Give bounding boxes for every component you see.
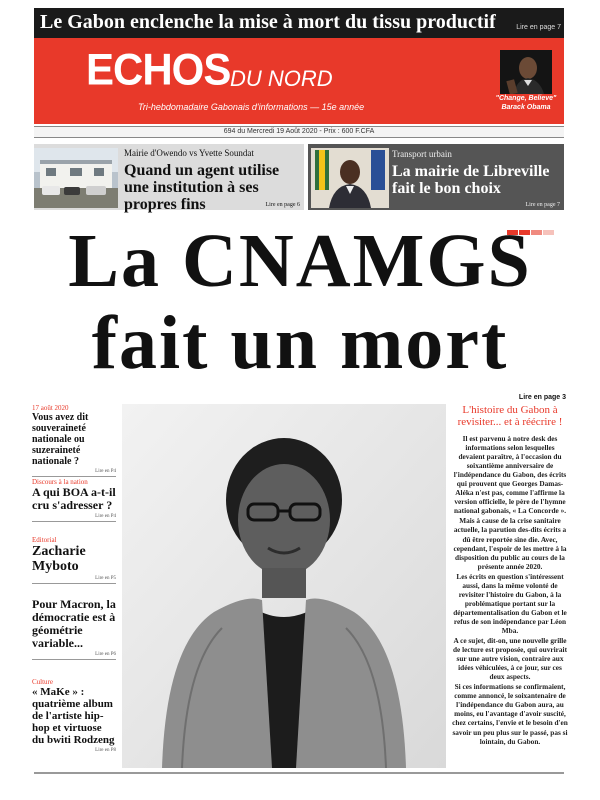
teaser-transport[interactable]: [308, 144, 564, 210]
teaser-title[interactable]: La mairie de Libreville fait le bon choix: [392, 163, 550, 197]
brief-page-ref: Lire en P8: [95, 748, 116, 753]
top-banner-page-ref: Lire en page 7: [516, 24, 561, 31]
teaser-photo-building: [34, 148, 118, 208]
article-paragraph: Si ces informations se confirmaient, comme annoncé, le soixantenaire de l'indépendance du Gabon aura, au moins, eu l'avantage d'avoir suscité, chez certains, l'envie et le besoin d'en savoir un peu plus sur le passé, pas si lointain, du Gabon.: [452, 682, 568, 746]
brief-title[interactable]: « MaKe » : quatrième album de l'artiste hip-hop et virtuose du bwiti Rodzeng: [32, 686, 115, 746]
masthead: [34, 38, 564, 124]
brief-title[interactable]: Pour Macron, la démocratie est à géométrie variable...: [32, 597, 116, 650]
quote-author: Barack Obama: [501, 104, 551, 111]
article-paragraph: Il est parvenu à notre desk des informations selon lesquelles devaient paraître, à l'occasion du soixantième anniversaire de l'indépendance du Gabon, des écrits qui prouvent que Georges Damas-Aléka n'est pas, comme l'affirme la version officielle, le père de l'hymne national gabonais, « La Concorde ».: [453, 434, 567, 516]
brief-page-ref: Lire en P5: [95, 576, 116, 581]
brief-kicker: 17 août 2020: [32, 404, 69, 412]
main-photo: [122, 404, 446, 768]
brief-page-ref: Lire en P4: [95, 469, 116, 474]
brief-macron[interactable]: [32, 598, 116, 660]
teaser-page-ref: Lire en page 7: [525, 202, 560, 208]
brief-kicker: Discours à la nation: [32, 478, 88, 486]
brief-kicker: Culture: [32, 678, 53, 686]
teaser-owendo[interactable]: [34, 144, 304, 213]
logo-echos: ECHOS: [86, 44, 231, 95]
teaser-title[interactable]: Quand un agent utilise une institution à ses propres fins: [124, 162, 280, 213]
brief-title[interactable]: Vous avez dit souveraineté nationale ou suzeraineté nationale ?: [32, 412, 89, 467]
article-paragraph: A ce sujet, dit-on, une nouvelle grille de lecture est proposée, qui ouvrirait sur une autre vision, contraire aux idées véhiculées, à ce jour, sur ces deux aspects.: [452, 636, 568, 682]
teaser-page-ref: Lire en page 6: [265, 202, 300, 208]
article-paragraph: Les écrits en question s'intéressent aussi, dans la même volonté de revisiter l'histoire du Gabon, à la problématique portant sur la départementalisation du Gabon et le refus de son indépendance par Léon Mba.: [453, 571, 567, 635]
obama-portrait: [500, 50, 552, 94]
brief-editorial[interactable]: [32, 536, 116, 584]
obama-quote: [489, 94, 563, 112]
masthead-tagline: Tri-hebdomadaire Gabonais d'informations — 15e année: [138, 102, 365, 112]
teaser-photo-official: [311, 148, 389, 208]
brief-title[interactable]: A qui BOA a-t-il cru s'adresser ?: [32, 485, 116, 512]
brief-title[interactable]: Zacharie Myboto: [32, 544, 86, 574]
main-headline-line2[interactable]: fait un mort: [91, 301, 509, 385]
main-headline-line1[interactable]: La CNAMGS: [68, 219, 532, 303]
teaser-kicker: Mairie d'Owendo vs Yvette Soundat: [124, 148, 254, 158]
logo-du-nord: DU NORD: [230, 66, 333, 91]
brief-culture[interactable]: [32, 678, 116, 755]
brief-page-ref: Lire en P6: [95, 652, 116, 657]
bottom-rule: [34, 772, 564, 774]
right-article-title[interactable]: L'histoire du Gabon à revisiter... et à réécrire !: [457, 404, 563, 428]
brief-page-ref: Lire en P4: [95, 514, 116, 519]
brief-discours[interactable]: [32, 478, 116, 522]
teaser-kicker: Transport urbain: [392, 149, 452, 159]
right-article-body: [452, 434, 568, 747]
top-banner-headline[interactable]: Le Gabon enclenche la mise à mort du tissu productif: [40, 11, 496, 33]
right-article-page-ref: Lire en page 3: [518, 394, 566, 401]
article-paragraph: Mais à cause de la crise sanitaire actuelle, la parution des-dits écrits a dû être reportée sine die. Avec, cependant, l'espoir de les mettre à la disposition du public au cours de la présente année 2020.: [453, 516, 567, 571]
brief-souverainete[interactable]: [32, 404, 116, 477]
top-banner: [34, 8, 564, 38]
issue-line: 694 du Mercredi 19 Août 2020 - Prix : 600 F.CFA: [34, 126, 564, 138]
quote-text: "Change, Believe": [495, 95, 557, 102]
brief-kicker: Editorial: [32, 536, 57, 544]
